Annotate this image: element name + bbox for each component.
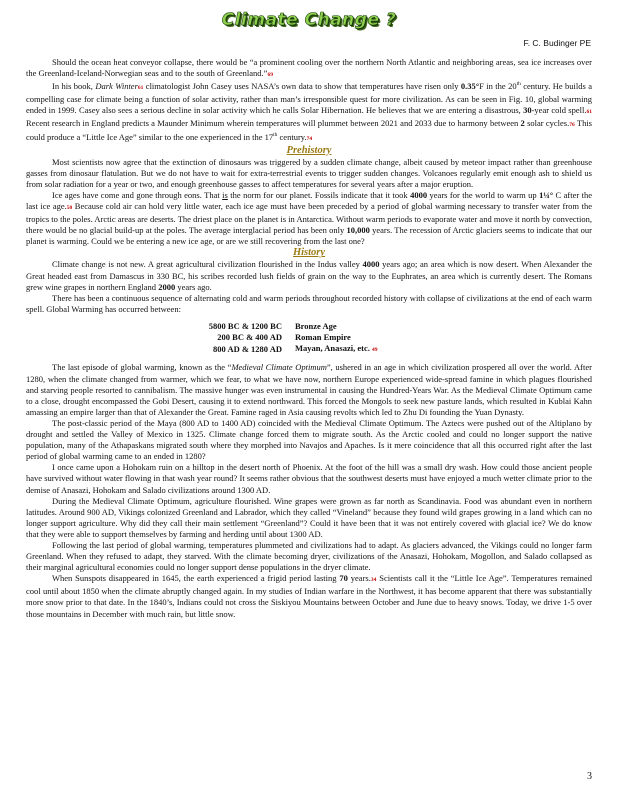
text-run: years. [347,573,371,584]
period-range: 800 AD & 1280 AD [213,344,282,355]
table-row [174,343,377,356]
paragraph-agriculture: During the Medieval Climate Optimum, agriculture flourished. Wine grapes were grown as far north as Scandinavia. Food was abundant even in northern latitudes. Around 900 AD, Vikings colonized Greenland and Labrador, which they called “Vineland” because they found wild grapes growing in a land which can no longer support agriculture. Why did they call their main settlement “Greenland”? Could it have been that it was not entirely covered with glacial ice? We do know that they were able to support themselves by farming and herding until about 1300 AD. [26,495,592,539]
text-run: the norm for our planet. Fossils indicate that it took [227,189,411,200]
paragraph-climate-not-new [26,259,592,292]
text-run: ”, ushered in an age in which civilization prospered all over the world. After 1280, when the climate changed from warmer, which we fear, to what we have now, northern Europe experienced wide-spread famine in which plagues flourished and starving people resorted to cannibalism. The massive hunger was even instrumental in causing the Hundred-Years War. As the Medieval Climate Optimum came to a close, drought encompassed the Gobi Desert, causing it to extend northward. This forced the Mongols to seek new pasture lands, which resulted in Kublai Kahn amassing an empire larger than that of Alexander the Great. Famine raged in Asia causing revolts which led to Zhu Di founding the Yuan Dynasty. [26,362,592,417]
text-run: When Sunspots disappeared in 1645, the earth experienced a frigid period lasting [52,573,340,584]
paragraph-text: Should the ocean heat conveyor collapse, there would be “a prominent cooling over the northern North Atlantic and neighboring areas, sea ice increases over the Greenland-Iceland-Norwegian seas and to the south of Greenland.” [26,57,592,79]
text-run: century. He builds a compelling case for climate being a function of solar activity, rather than man’s irresponsible quest for more civilization. As can be seen in Fig. 10, global warming ended in 1999. Casey also sees a serious decline in solar activity which he calls Solar Hibernation. He believes that we are entering a disastrous, [26,81,593,116]
reference-marker: 76 [569,122,575,129]
text-run: solar cycles. [524,118,570,129]
section-heading-prehistory: Prehistory [286,144,332,156]
paragraph-ice-ages [26,190,592,247]
text-run: This could produce a “Little Ice Age” similar to the one experienced in the 17 [26,118,592,142]
book-title: Dark Winter [95,81,138,92]
period-name [295,321,377,332]
ordinal-suffix: th [273,131,278,138]
reference-marker: 49 [371,347,378,354]
reference-marker: 61 [137,85,144,92]
text-run: -year cold spell. [531,105,587,116]
period-range: 200 BC & 400 AD [217,332,282,343]
emphasis-is: is [222,189,228,200]
author-name: F. C. Budinger PE [523,38,591,48]
reference-marker: 61 [586,109,592,116]
text-run: years ago; an area which is now desert. When Alexander the Great headed east from Damascus in 330 BC, his scribes recorded lush fields of grain on the way to the Euphrates, an area which is currently desert. The Romans grew wine grapes in northern England [26,259,592,292]
paragraph-dark-winter [26,81,592,144]
period-name [295,343,377,356]
text-run: Because cold air can hold very little water, each ice age must have been preceded by a period of global warming necessary to transfer water from the tropics to the poles. Arctic areas are deserts. The driest place on the planet is in Antarctica. Without warm periods to evaporate water and move it north by convection, there would be no glacial build-up at the poles. The average interglacial period has been only [26,201,592,236]
text-run: years ago. [175,281,212,292]
text-run: century. [277,131,307,142]
period-range: 5800 BC & 1200 BC [208,320,282,331]
temperature-rise: 0.35° [460,81,480,92]
reference-marker: 69 [267,72,273,79]
page-number: 3 [587,771,592,782]
section-heading-history: History [292,247,326,259]
text-run: The last episode of global warming, known as the “ [52,362,232,373]
term-medieval-climate-optimum: Medieval Climate Optimum [231,362,327,373]
cold-spell-years: 30 [523,105,532,116]
warming-degrees: 1¼° [539,189,554,200]
paragraph-warm-periods: There has been a continuous sequence of alternating cold and warm periods throughout recorded history with collapse of civilizations at the end of each warm spell. Global Warming has occurred between: [26,292,592,314]
paragraph-medieval-optimum [26,362,592,417]
period-name-text: Mayan, Anasazi, etc. [295,343,370,354]
text-run: years. The recession of Arctic glaciers seems to indicate that our planet is warming. Could we be entering a new ice age, or are we still recovering from the last one? [26,225,592,247]
text-run: Recent research in England predicts a Maunder Minimum wherein temperatures will plummet between 2021 and 2033 due to harmony between [26,118,521,129]
period-name [295,332,377,343]
text-run: C after the last ice age. [26,189,592,212]
frigid-years: 70 [339,573,348,584]
reference-marker: 50 [66,205,73,212]
solar-cycle-count: 2 [520,118,525,129]
text-run: Climate change is not new. A great agricultural civilization flourished in the Indus valley [52,259,363,270]
document-title: Climate Change ? [221,10,397,30]
text-run: years for the world to warm up [427,189,540,200]
period-name-text: Roman Empire [295,332,351,343]
text-run: climatologist John Casey uses NASA’s own data to show that temperatures have risen only [143,81,461,92]
reference-marker: 34 [370,577,377,584]
text-run: In his book, [52,81,96,92]
reference-marker: 74 [306,135,313,142]
paragraph-ocean-conveyor [26,57,592,81]
interglacial-years: 10,000 [346,225,370,236]
period-name-text: Bronze Age [295,320,337,331]
paragraph-little-ice-age [26,573,592,619]
paragraph-hohokam: I once came upon a Hohokam ruin on a hilltop in the desert north of Phoenix. At the foot of the hill was a small dry wash. How could those ancient people have survived without water flowing in that wash year round? It seems rather obvious that the southwest deserts must have enjoyed a much wetter climate prior to the demise of Anasazi, Hohokam and Salado civilizations around 1300 AD. [26,462,592,495]
roman-years: 2000 [158,281,176,292]
paragraph-temperatures-plummeted: Following the last period of global warming, temperatures plummeted and civilizations had to adapt. As glaciers advanced, the Vikings could no longer farm Greenland. When they refused to adapt, they starved. With the climate becoming dryer, civilizations of the Anasazi, Hohokam, Mogollon, and Salado collapsed as their marginal agricultural economies could no longer support dense populations in the dryer climate. [26,539,592,573]
warming-periods-table [174,321,377,357]
text-run: Ice ages have come and gone through eons. That [52,189,223,200]
indus-years: 4000 [362,259,380,270]
ordinal-suffix: th [516,81,521,88]
text-run: Scientists call it the “Little Ice Age”. Temperatures remained cool until about 1850 when the climate abruptly changed again. In my studies of Indian warfare in the Northwest, it has become apparent that there was substantially more snow prior to that date. In the 1840’s, Indians could not cross the Siskiyou Mountains between October and June due to heavy snows. Today, we drive 1-5 over those mountains in December with much rain, but little snow. [26,573,592,619]
table-row [174,321,377,332]
table-row [174,332,377,343]
article-body [26,57,592,620]
warming-years: 4000 [410,189,428,200]
paragraph-maya: The post-classic period of the Maya (800 AD to 1400 AD) coincided with the Medieval Climate Optimum. The Aztecs were pushed out of the Altiplano by drought and settled the Valley of Mexico in 1325. Climate change forced them to migrate south. As the Arctic cooled and could no longer support the native population, many of the Athapaskans migrated south where they morphed into Navajos and Apaches. Is it mere coincidence that all this occurred right after the last period of global warming came to an ended in 1280? [26,417,592,462]
text-run: F in the 20 [479,81,517,92]
paragraph-dinosaurs: Most scientists now agree that the extinction of dinosaurs was triggered by a sudden climate change, albeit caused by meteor impact rather than greenhouse gasses from dinosaur flatulation. But we do not have to wait for extra-terrestrial events to trigger sudden changes. Volcanoes regularly emit enough ash to shield us from solar radiation for a year or two, and enough greenhouse gasses to affect temperatures for several years after a major eruption. [26,156,592,189]
